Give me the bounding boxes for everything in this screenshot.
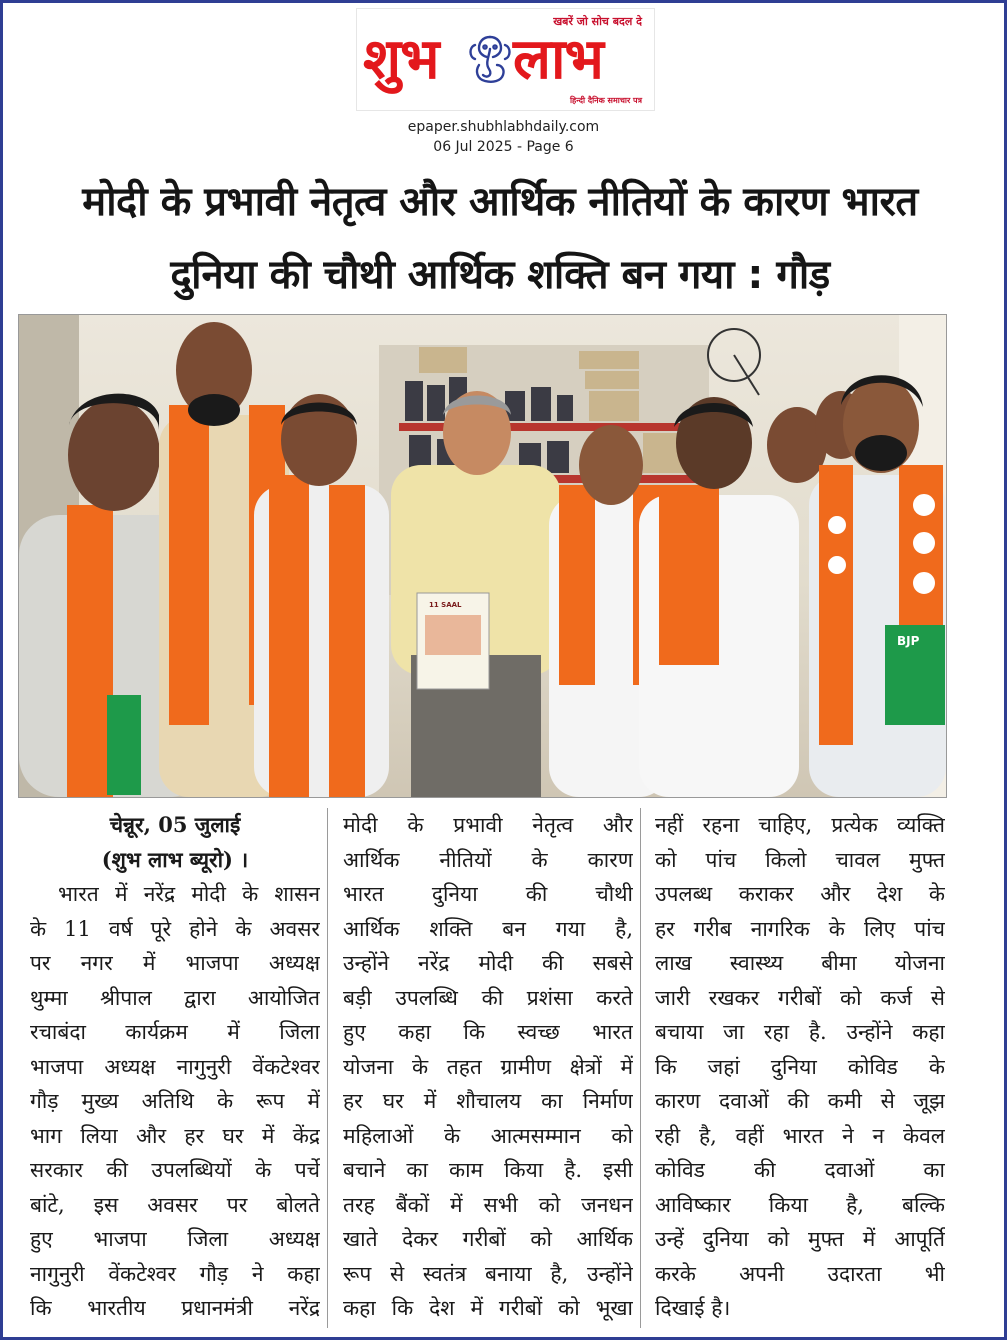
headline-line-1: मोदी के प्रभावी नेतृत्व और आर्थिक नीतियों के कारण भारत (82, 179, 918, 225)
article-line: के 11 वर्ष पूरे होने के अवसर (30, 916, 320, 941)
masthead-subtitle: हिन्दी दैनिक समाचार पत्र (569, 96, 642, 105)
article-line: हर घर में शौचालय का निर्माण (343, 1089, 633, 1113)
masthead (356, 8, 655, 111)
article-line: तरह बैंकों में सभी को जनधन (343, 1192, 633, 1217)
article-line: को पांच किलो चावल मुफ्त (655, 847, 945, 872)
masthead-title-part2: लाभ (513, 26, 603, 92)
article-line: रचाबंदा कार्यक्रम में जिला (30, 1020, 320, 1044)
article-column-2 (343, 808, 633, 1326)
article-line: रूप से स्वतंत्र बनाया है, उन्होंने (343, 1261, 633, 1286)
article-byline: (शुभ लाभ ब्यूरो) । (101, 846, 249, 872)
article-line: भाजपा अध्यक्ष नागुनुरी वेंकटेश्वर (30, 1054, 320, 1079)
article-line: उन्होंने नरेंद्र मोदी की सबसे (343, 951, 633, 975)
article-line: हुए भाजपा जिला अध्यक्ष (30, 1227, 320, 1251)
article-line: कि भारतीय प्रधानमंत्री नरेंद्र (30, 1296, 320, 1320)
pamphlet (417, 593, 489, 689)
article-line: भाग लिया और हर घर में केंद्र (30, 1123, 320, 1148)
article-line: महिलाओं के आत्मसम्मान को (343, 1123, 633, 1148)
article-line: हुए कहा कि स्वच्छ भारत (343, 1020, 633, 1044)
article-line: गौड़ मुख्य अतिथि के रूप में (30, 1089, 320, 1113)
article-line: मोदी के प्रभावी नेतृत्व और (343, 813, 633, 837)
article-line: कोविड की दवाओं का (655, 1158, 945, 1182)
article-line: हर गरीब नागरिक के लिए पांच (655, 916, 945, 941)
article-line: भारत दुनिया की चौथी (343, 882, 633, 906)
article-dateline: चेन्नूर, 05 जुलाई (109, 812, 241, 837)
epaper-url: epaper.shubhlabhdaily.com (407, 119, 600, 135)
article-line: भारत में नरेंद्र मोदी के शासन (58, 882, 320, 906)
pamphlet-label: 11 SAAL (429, 601, 462, 609)
article-line: जारी रखकर गरीबों को कर्ज से (655, 985, 945, 1010)
masthead-tagline: खबरें जो सोच बदल दे (553, 15, 642, 28)
article-line: सरकार की उपलब्धियों के पर्चे (30, 1158, 320, 1182)
article-line: बड़ी उपलब्धि की प्रशंसा करते (343, 985, 633, 1010)
article-line: कि जहां दुनिया कोविड के (655, 1054, 945, 1079)
article-line: बचाया जा रहा है. उन्होंने कहा (655, 1020, 945, 1044)
ganesha-icon (465, 31, 515, 85)
wall-fan-icon (708, 329, 760, 395)
article-line: आविष्कार किया है, बल्कि (655, 1192, 945, 1217)
headline-line-2: दुनिया की चौथी आर्थिक शक्ति बन गया : गौड़ (170, 252, 830, 298)
news-photo (18, 314, 947, 798)
article-line: नागुनुरी वेंकटेश्वर गौड़ ने कहा (30, 1261, 320, 1286)
article-line: रही है, वहीं भारत ने न केवल (655, 1123, 945, 1148)
group-photo-illustration (19, 315, 946, 797)
article-line: बचाने का काम किया है. इसी (343, 1158, 633, 1182)
article-line: थुम्मा श्रीपाल द्वारा आयोजित (30, 985, 320, 1010)
article-line: उन्हें दुनिया को मुफ्त में आपूर्ति (655, 1227, 945, 1251)
column-divider (640, 808, 641, 1328)
article-column-1 (30, 808, 320, 1326)
article-line: उपलब्ध कराकर और देश के (655, 882, 945, 906)
article-line: पर नगर में भाजपा अध्यक्ष (30, 951, 320, 975)
masthead-title-part1: शुभ (363, 26, 439, 92)
article-line: आर्थिक शक्ति बन गया है, (343, 916, 633, 941)
article-line: नहीं रहना चाहिए, प्रत्येक व्यक्ति (655, 813, 945, 837)
article-line: योजना के तहत ग्रामीण क्षेत्रों में (343, 1054, 633, 1079)
article-line: कारण दवाओं की कमी से जूझ (655, 1089, 945, 1113)
article-line: कहा कि देश में गरीबों को भूखा (343, 1296, 633, 1320)
article-line: खाते देकर गरीबों को आर्थिक (343, 1227, 633, 1251)
article-line: आर्थिक नीतियों के कारण (343, 847, 633, 872)
edition-date-page: 06 Jul 2025 - Page 6 (433, 139, 574, 155)
article-line: बांटे, इस अवसर पर बोलते (30, 1192, 320, 1217)
bjp-badge-text: BJP (897, 634, 920, 648)
article-line: दिखाई है। (655, 1296, 731, 1320)
article-column-3 (655, 808, 945, 1326)
article-line: करके अपनी उदारता भी (655, 1261, 945, 1286)
column-divider (327, 808, 328, 1328)
article-line: लाख स्वास्थ्य बीमा योजना (655, 951, 945, 975)
